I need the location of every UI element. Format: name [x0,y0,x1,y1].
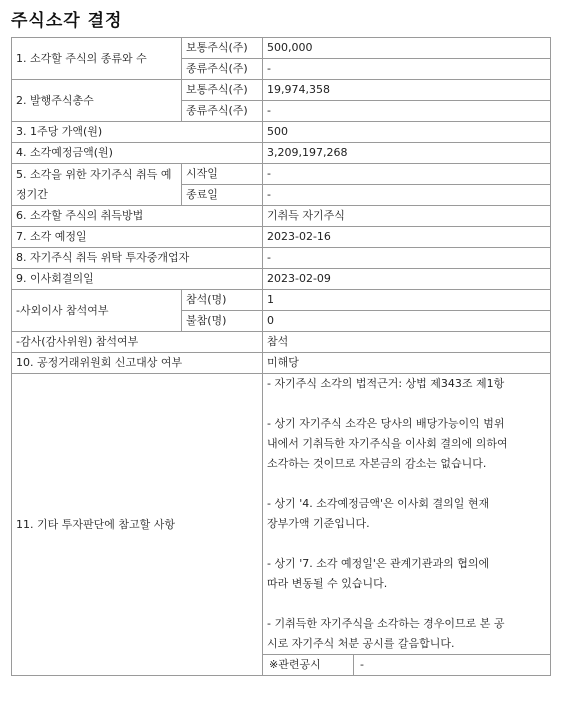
note-text: - 상기 '7. 소각 예정일'은 관계기관과의 협의에 따라 변동될 수 있습니다. [267,557,490,590]
row-label: 9. 이사회결의일 [12,269,263,290]
row-label: 2. 발행주식총수 [12,80,182,122]
table-row [12,227,551,248]
sub-label: 시작일 [182,164,263,185]
cell-value: 참석 [263,332,551,353]
row-label: 6. 소각할 주식의 취득방법 [12,206,263,227]
row-label: -감사(감사위원) 참석여부 [12,332,263,353]
table-row [12,164,551,185]
row-label: 3. 1주당 가액(원) [12,122,263,143]
related-disclosure-label: ※관련공시 [267,655,354,675]
page-title: 주식소각 결정 [11,11,123,31]
row-label: 1. 소각할 주식의 종류와 수 [12,38,182,80]
table-row [12,248,551,269]
notes-cell [263,374,551,676]
table-row [12,353,551,374]
row-label: 10. 공정거래위원회 신고대상 여부 [12,353,263,374]
table-row [12,38,551,59]
row-label: 7. 소각 예정일 [12,227,263,248]
note-text: - 상기 '4. 소각예정금액'은 이사회 결의일 현재 장부가액 기준입니다. [267,497,490,530]
related-disclosure [263,654,550,675]
cell-value: 19,974,358 [263,80,551,101]
table-row [12,269,551,290]
sub-label: 불참(명) [182,311,263,332]
note-text: - 자기주식 소각의 법적근거: 상법 제343조 제1항 [267,377,505,390]
note-text: - 상기 자기주식 소각은 당사의 배당가능이익 범위 내에서 기취득한 자기주식을 이사회 결의에 의하여 소각하는 것이므로 자본금의 감소는 없습니다. [267,417,508,470]
disclosure-table [11,37,551,676]
row-label: 8. 자기주식 취득 위탁 투자중개업자 [12,248,263,269]
table-row [12,290,551,311]
cell-value: - [263,185,551,206]
sub-label: 보통주식(주) [182,80,263,101]
cell-value: 2023-02-09 [263,269,551,290]
row-label: -사외이사 참석여부 [12,290,182,332]
cell-value: - [263,164,551,185]
cell-value: 미해당 [263,353,551,374]
sub-label: 보통주식(주) [182,38,263,59]
table-row [12,80,551,101]
note-text: - 기취득한 자기주식을 소각하는 경우이므로 본 공 시로 자기주식 처분 공시를 갈음합니다. [267,617,505,650]
row-label: 5. 소각을 위한 자기주식 취득 예정기간 [12,164,182,206]
table-row [12,332,551,353]
row-label: 11. 기타 투자판단에 참고할 사항 [12,374,263,676]
table-row [12,122,551,143]
sub-label: 종류주식(주) [182,59,263,80]
cell-value: 2023-02-16 [263,227,551,248]
table-row [12,206,551,227]
table-row [12,143,551,164]
sub-label: 종류주식(주) [182,101,263,122]
cell-value: 기취득 자기주식 [263,206,551,227]
row-label: 4. 소각예정금액(원) [12,143,263,164]
related-disclosure-value: - [360,658,364,671]
cell-value: 500,000 [263,38,551,59]
cell-value: 1 [263,290,551,311]
cell-value: 500 [263,122,551,143]
cell-value: 3,209,197,268 [263,143,551,164]
sub-label: 종료일 [182,185,263,206]
cell-value: - [263,248,551,269]
sub-label: 참석(명) [182,290,263,311]
cell-value: - [263,59,551,80]
cell-value: - [263,101,551,122]
table-row [12,374,551,676]
cell-value: 0 [263,311,551,332]
